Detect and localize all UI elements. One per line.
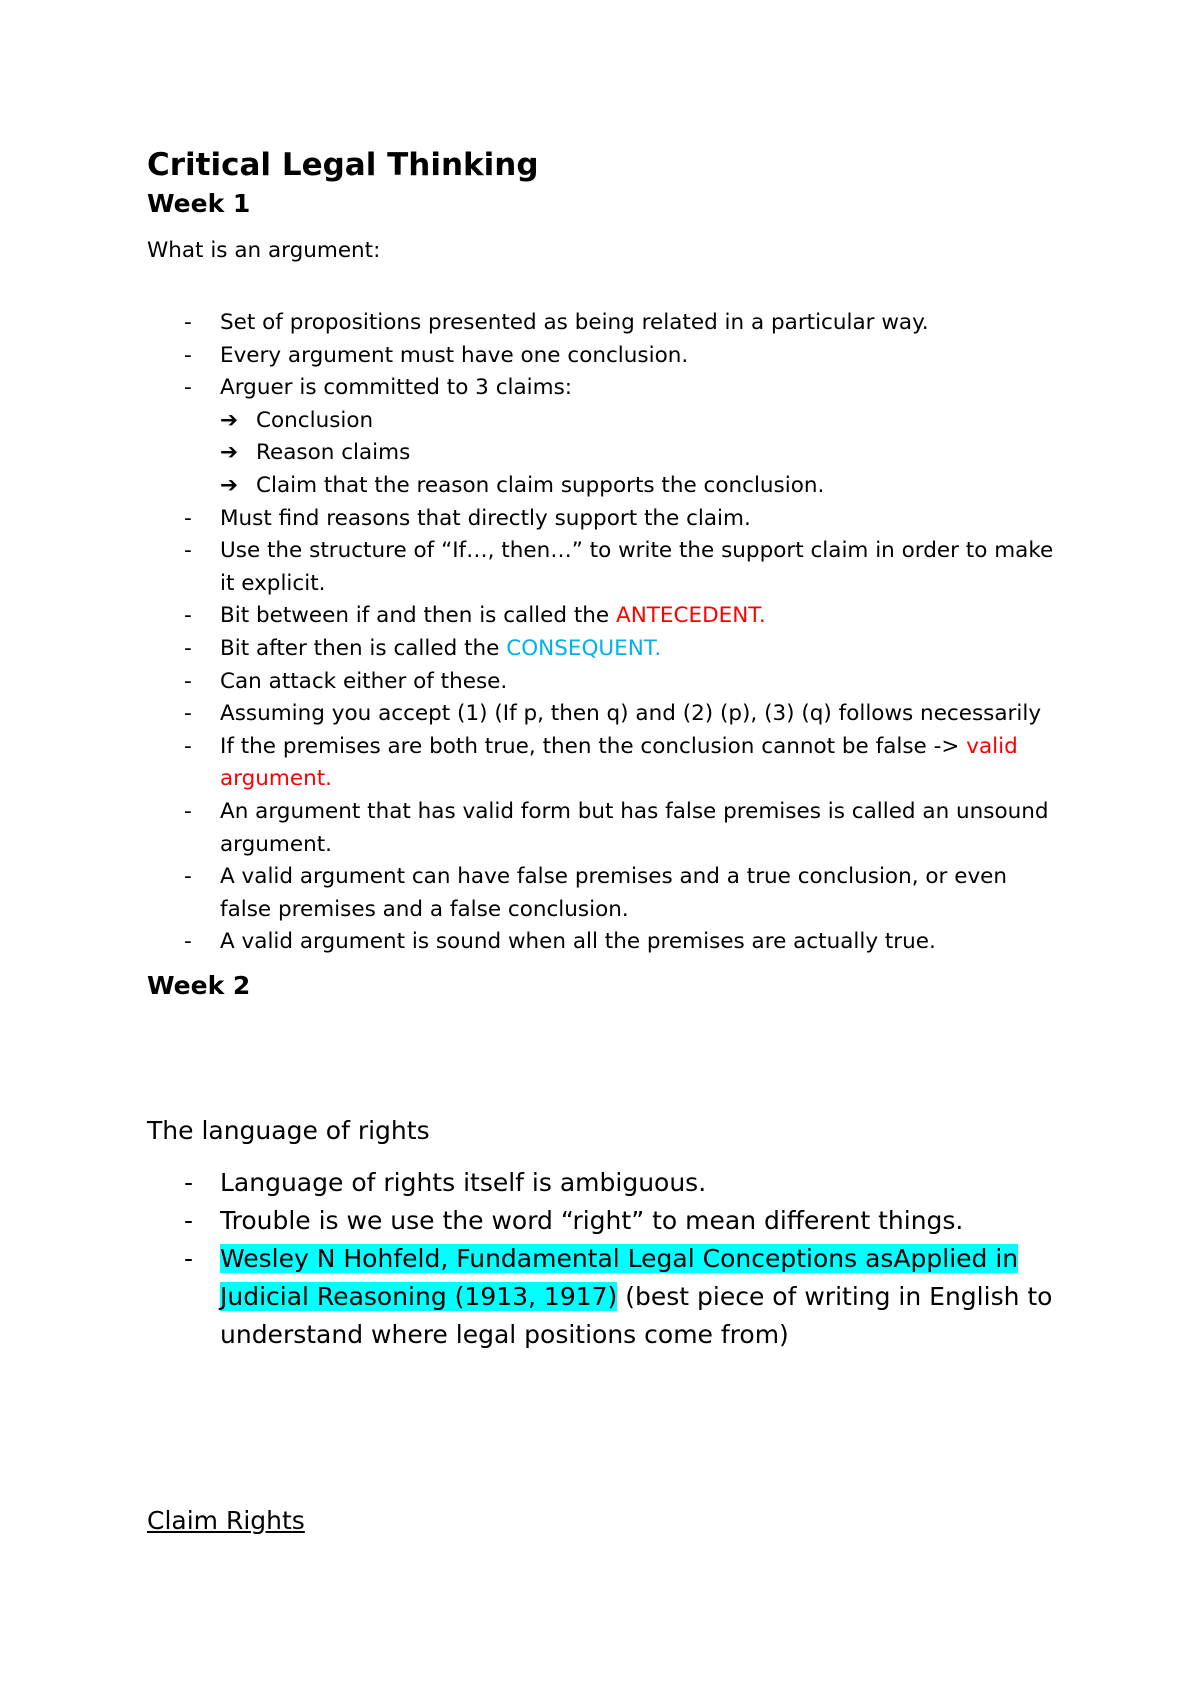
list-item (0, 372, 1060, 405)
list-item (0, 1240, 1080, 1354)
item-text: Claim that the reason claim supports the conclusion. (256, 472, 825, 498)
list-item (0, 633, 1060, 666)
item-text: Language of rights itself is ambiguous. (220, 1168, 707, 1197)
sub-list-item (0, 405, 1056, 438)
item-text: Trouble is we use the word “right” to mean different things. (220, 1206, 964, 1235)
item-text: Reason claims (256, 440, 411, 466)
list-item (0, 600, 1060, 633)
week-2-heading: Week 2 (147, 971, 251, 1000)
list-item (0, 1164, 1080, 1202)
item-text: Set of propositions presented as being related in a particular way. (220, 310, 929, 335)
dash-bullet: - (184, 375, 192, 401)
dash-bullet: - (184, 929, 192, 955)
list-item (0, 698, 1060, 731)
sub-list-item (0, 470, 1056, 503)
dash-bullet: - (184, 603, 192, 629)
list-item (0, 535, 1060, 600)
list-item (0, 731, 1060, 796)
claim-rights-heading: Claim Rights (147, 1506, 305, 1535)
item-text: A valid argument is sound when all the premises are actually true. (220, 929, 936, 955)
dash-bullet: - (184, 733, 192, 759)
list-item (0, 503, 1060, 536)
week-2-list (0, 1164, 1080, 1354)
item-text: Assuming you accept (1) (If p, then q) and (2) (p), (3) (q) follows necessarily (220, 701, 1042, 727)
item-text: Must find reasons that directly support the claim. (220, 505, 751, 531)
item-text: Conclusion (256, 407, 374, 433)
week-1-intro: What is an argument: (147, 238, 381, 263)
list-item (0, 666, 1060, 699)
sub-list-item (0, 437, 1056, 470)
item-text: Arguer is committed to 3 claims: (220, 375, 573, 401)
list-item (0, 307, 1060, 340)
item-text: (best piece of writing in English to understand where legal positions come from) (220, 1282, 1053, 1349)
document-title: Critical Legal Thinking (147, 147, 539, 183)
list-item (0, 926, 1060, 959)
list-item (0, 1202, 1080, 1240)
dash-bullet: - (184, 701, 192, 727)
list-item (0, 340, 1060, 373)
item-text: If the premises are both true, then the conclusion cannot be false -> (220, 733, 967, 759)
emphasized-term: valid argument. (220, 733, 1018, 792)
dash-bullet: - (184, 310, 192, 335)
item-text: A valid argument can have false premises and a true conclusion, or even false premises and a false conclusion. (220, 864, 1008, 922)
dash-bullet: - (184, 1168, 194, 1197)
dash-bullet: - (184, 798, 192, 824)
emphasized-term: ANTECEDENT. (615, 603, 766, 629)
week-1-heading: Week 1 (147, 189, 251, 218)
highlighted-reference: Wesley N Hohfeld, Fundamental Legal Conceptions asApplied in Judicial Reasoning (1913, 1917) (220, 1244, 1019, 1311)
dash-bullet: - (184, 864, 192, 890)
item-text: An argument that has valid form but has false premises is called an unsound argument. (220, 798, 1049, 857)
week-2-intro: The language of rights (147, 1116, 430, 1145)
week-1-list (0, 307, 1060, 959)
item-text: Use the structure of “If…, then…” to write the support claim in order to make it explicit. (220, 538, 1054, 596)
dash-bullet: - (184, 1244, 194, 1273)
list-item (0, 796, 1060, 861)
dash-bullet: - (184, 505, 192, 531)
dash-bullet: - (184, 1206, 194, 1235)
item-text: Bit between if and then is called the (220, 603, 616, 629)
list-item (0, 861, 1060, 926)
dash-bullet: - (184, 342, 192, 368)
arrow-right-icon: ➔ (220, 440, 239, 466)
item-text: Every argument must have one conclusion. (220, 342, 689, 368)
arrow-right-icon: ➔ (220, 472, 239, 498)
item-text: Bit after then is called the (220, 635, 507, 661)
dash-bullet: - (184, 635, 192, 661)
dash-bullet: - (184, 668, 192, 694)
arrow-right-icon: ➔ (220, 407, 239, 433)
item-text: Can attack either of these. (220, 668, 508, 694)
dash-bullet: - (184, 538, 192, 564)
emphasized-term: CONSEQUENT. (506, 635, 662, 661)
